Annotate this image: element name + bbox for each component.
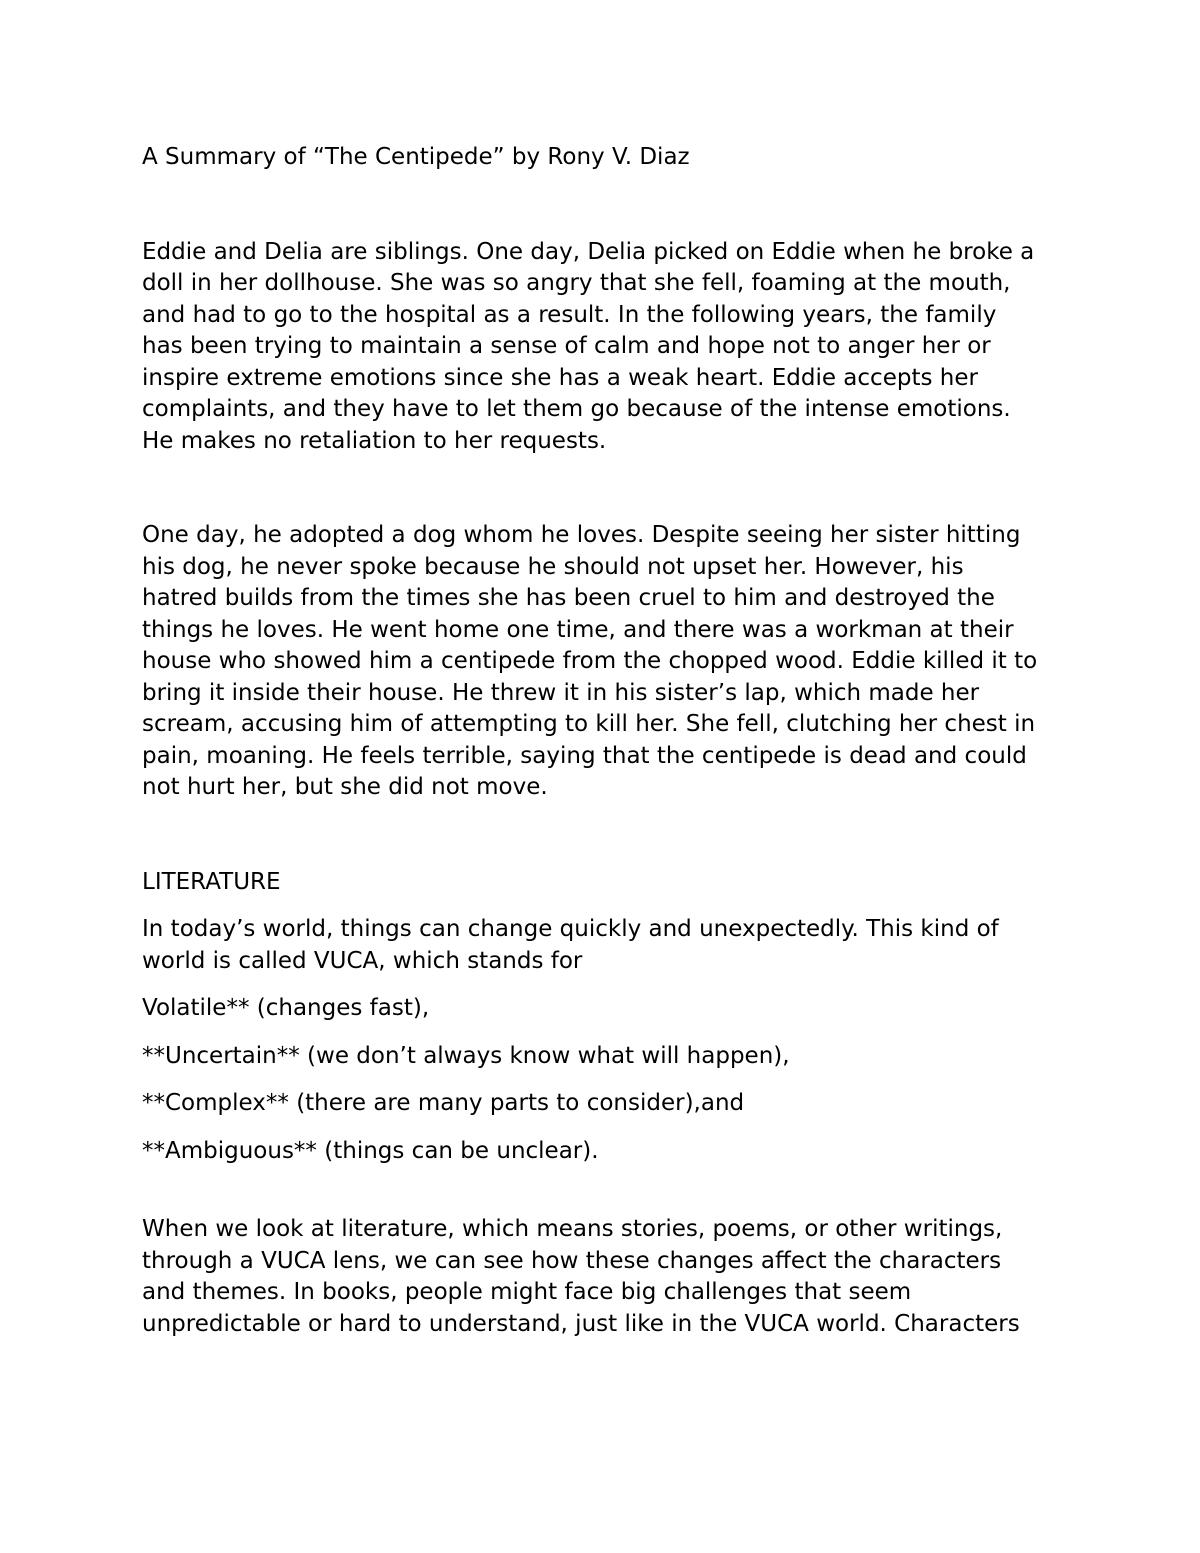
- summary-paragraph-2: [142, 520, 1072, 804]
- text-line: inspire extreme emotions since she has a weak heart. Eddie accepts her: [142, 364, 978, 391]
- text-line: has been trying to maintain a sense of calm and hope not to anger her or: [142, 333, 991, 359]
- text-line: world is called VUCA, which stands for: [142, 947, 583, 974]
- text-line: hatred builds from the times she has been cruel to him and destroyed the: [142, 585, 995, 611]
- vuca-item: Volatile** (changes fast),: [142, 995, 430, 1021]
- vuca-intro-paragraph: [142, 914, 1072, 977]
- text-line: In today’s world, things can change quickly and unexpectedly. This kind of: [142, 916, 999, 942]
- text-line: When we look at literature, which means stories, poems, or other writings,: [142, 1216, 1003, 1242]
- vuca-item: **Uncertain** (we don’t always know what will happen),: [142, 1042, 790, 1069]
- vuca-item: **Ambiguous** (things can be unclear).: [142, 1137, 599, 1164]
- text-line: doll in her dollhouse. She was so angry that she fell, foaming at the mouth,: [142, 270, 1011, 296]
- text-line: Eddie and Delia are siblings. One day, Delia picked on Eddie when he broke a: [142, 238, 1035, 265]
- document-body: [142, 142, 1072, 1340]
- text-line: and themes. In books, people might face big challenges that seem: [142, 1279, 912, 1305]
- text-line: through a VUCA lens, we can see how these changes affect the characters: [142, 1247, 1002, 1274]
- literature-paragraph: [142, 1214, 1072, 1340]
- summary-paragraph-1: [142, 237, 1072, 458]
- document-title: A Summary of “The Centipede” by Rony V. Diaz: [142, 144, 690, 170]
- text-line: unpredictable or hard to understand, just like in the VUCA world. Characters: [142, 1310, 1020, 1337]
- text-line: complaints, and they have to let them go because of the intense emotions.: [142, 396, 1011, 422]
- text-line: and had to go to the hospital as a result. In the following years, the family: [142, 301, 997, 328]
- text-line: house who showed him a centipede from the chopped wood. Eddie killed it to: [142, 648, 1038, 674]
- section-heading: LITERATURE: [142, 868, 281, 895]
- text-line: scream, accusing him of attempting to kill her. She fell, clutching her chest in: [142, 711, 1036, 737]
- vuca-item: **Complex** (there are many parts to consider),and: [142, 1090, 745, 1116]
- text-line: bring it inside their house. He threw it in his sister’s lap, which made her: [142, 679, 980, 706]
- text-line: his dog, he never spoke because he should not upset her. However, his: [142, 553, 964, 580]
- text-line: pain, moaning. He feels terrible, saying that the centipede is dead and could: [142, 742, 1027, 769]
- text-line: He makes no retaliation to her requests.: [142, 427, 607, 454]
- text-line: One day, he adopted a dog whom he loves. Despite seeing her sister hitting: [142, 522, 1021, 548]
- text-line: things he loves. He went home one time, and there was a workman at their: [142, 616, 1014, 643]
- text-line: not hurt her, but she did not move.: [142, 774, 548, 800]
